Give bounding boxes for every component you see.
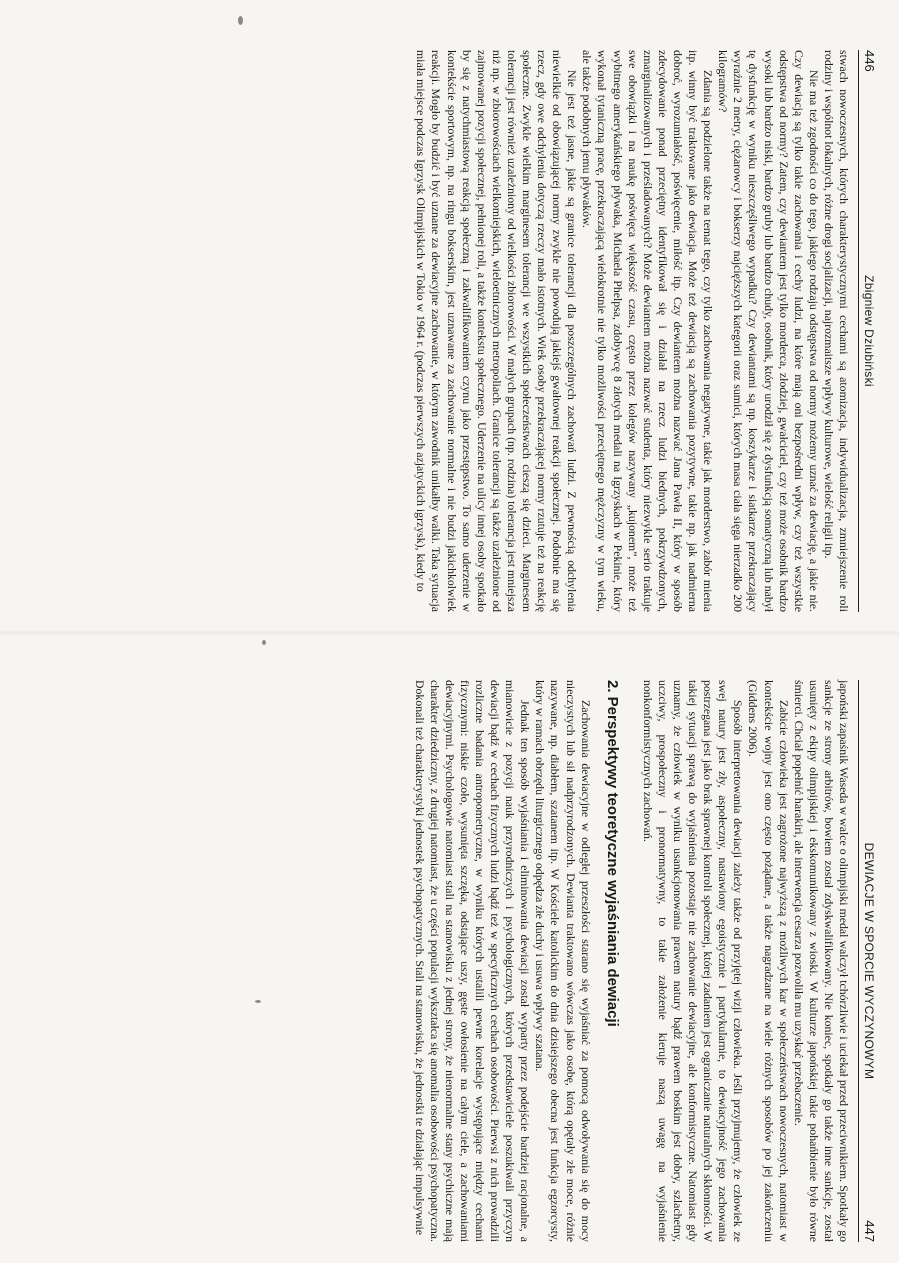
right-paragraph: Zachowania dewiacyjne w odległej przeszłości starano się wyjaśniać za pomocą odwoływania się do mocy nieczystych lub sił nadprzyrodzonych. Dewianta traktowano wówczas jako osobę, którą opętały złe moce, różnie nazywane, np. diabłem, szatanem itp. W Kościele katolickim do dnia dzisiejszego obecna jest funkcja egzorcysty, który w ramach obrzędu liturgicznego odpędza złe duchy i usuwa wpływy szatana. [533, 680, 593, 1242]
left-running-head: Zbigniew Dziubiński [862, 275, 876, 387]
left-paragraph: Nie ma też zgodności co do tego, jakiego rodzaju odstępstwa od normy możemy uznać za dewiację, a jakie nie. Czy dewiacją są tylko takie zachowania i cechy ludzi, na które mają oni bezpośredni wpływ, czy też wszystkie odstępstwa od normy? Zatem, czy dewiantem jest tylko morderca, złodziej, gwałciciel, czy też może osobnik bardzo wysoki lub bardzo niski, bardzo gruby lub bardzo chudy, osobnik, który urodził się z dysfunkcją somatyczną lub nabył tę dysfunkcję w wyniku nieszczęśliwego wypadku? Czy dewiantami są np. koszykarze i siatkarze przekraczający wyraźnie 2 metry, ciężarowcy i bokserzy najcięższych kategorii oraz sumici, których masa ciała sięga nierzadko 200 kilogramów? [716, 50, 821, 612]
left-paragraph: Nie jest też jasne, jakie są granice tolerancji dla poszczególnych zachowań ludzi. Z pewnością odchylenia niewielkie od obowiązującej normy zwykle nie powodują jakiejś gwałtownej reakcji społecznej. Podobnie ma się rzecz, gdy owe odchylenia dotyczą rzeczy mało istotnych. Wiek osoby przekraczającej normy rzutuje też na reakcję społeczne. Zwykle wielkim marginesem tolerancji we wszystkich społeczeństwach cieszą się dzieci. Marginesem tolerancji jest również uzależniony od wielkości zbiorowości. W małych grupach (np. rodzina) tolerancja jest mniejsza niż np. w zbiorowościach wielkomiejskich, wieloetnicznych metropoliach. Granice tolerancji są także uzależnione od zajmowanej pozycji społecznej, pełnionej roli, a także kontekstu społecznego. Uderzenie na ulicy innej osoby spotkało by się z natychmiastową reakcją społeczną i zakwalifikowaniem czynu jako przestępstwo. To samo uderzenie w kontekście sportowym, np. na ringu bokserskim, jest uznawane za zachowanie normalne i nie budzi jakichkolwiek reakcji. Mogło by budzić i być uznane za dewiacyjne zachowanie, w którym zawodnik unikałby walki. Taka sytuacja miała miejsce podczas Igrzysk Olimpijskich w Tokio w 1964 r. (podczas pierwszych azjatyckich igrzysk), kiedy to [414, 50, 580, 612]
section-heading: 2. Perspektywy teoretyczne wyjaśniania dewiacji [603, 680, 621, 1027]
right-paragraph: Jednak ten sposób wyjaśniania i eliminowania dewiacji został wyparty przez podejście bardziej racjonalne, a mianowicie z pozycji nauk przyrodniczych i psychologicznych, których przedstawiciele poszukiwali przyczyn dewiacji bądź w cechach fizycznych ludzi bądź też w specyficznych cechach osobowości. Pierwsi z nich prowadzili rozliczne badania antropometryczne, w wyniku których ustalili pewne korelacje występujące między cechami fizycznymi: niskie czoło, wysunięta szczęka, odstające uszy, gęste owłosienie na całym ciele, a zachowaniami dewiacyjnymi. Psychologowie natomiast stali na stanowisku z jednej strony, że nienormalne stany psychiczne mają charakter dziedziczny, z drugiej natomiast, że u części populacji wykształca się anomalia osobowości psychopatyczna. Dokonali też charakterystyki jednostek psychopatycznych. Stali na stanowisku, że jednostki te działając impulsywnie [412, 680, 533, 1242]
left-paragraph: stwach nowoczesnych, których charakterystycznymi cechami są atomizacja, indywidualizacja, zmniejszenie roli rodziny i wspólnot lokalnych, różne drogi socjalizacji, najrozmaitsze wpływy kulturowe, wielość religii itp. [821, 50, 851, 612]
right-paragraph: japoński zapaśnik Waseda w walce o olimpijski medal walczył tchórzliwie i uciekał przed przeciwnikiem. Spotkały go sankcje ze strony arbitrów, bowiem został zdyskwalifikowany. Nie koniec, spotkały go także inne sankcje, został usunięty z ekipy olimpijskiej i ekskomunikowany z wioski. W kulturze japońskiej takie pohańbienie było równe śmierci. Chciał popełnić harakiri, ale interwencja cesarza pozwoliła mu uzyskać przebaczenie. [791, 680, 851, 1242]
right-paragraph: Zabicie człowieka jest zagrożone najwyższą z możliwych kar w społeczeństwach nowoczesnych, natomiast w kontekście wojny jest ono często pożądane, a także nagradzane na wiele różnych sposobów po jej zakończeniu (Giddens 2006). [746, 680, 791, 1242]
left-page-number: 446 [862, 50, 877, 72]
right-page-number: 447 [862, 1220, 877, 1242]
left-page-header [858, 50, 881, 612]
right-paragraph: Sposób interpretowania dewiacji zależy także od przyjętej wizji człowieka. Jeśli przyjmujemy, że człowiek ze swej natury jest zły, aspołeczny, nastawiony egoistycznie i partykularnie, to dewiacyjność jego zachowania postrzegana jest jako brak sprawnej kontroli społecznej, której zadaniem jest ograniczanie naturalnych skłonności. W takiej sytuacji sprawą do wyjaśnienia pozostaje nie zachowanie dewiacyjne, ale konformistyczne. Natomiast gdy uznamy, że człowiek w wyniku usankcjonowania prawem natury bądź prawem boskim jest dobry, szlachetny, uczciwy, prospołeczny i pronormatywny, to takie założenie kieruje naszą uwagę na wyjaśnienie nonkonformistycznych zachowań. [640, 680, 746, 1242]
scan-speck [262, 640, 266, 645]
right-page-body [412, 680, 851, 1242]
right-page [0, 640, 899, 1262]
left-paragraph: Zdania są podzielone także na temat tego, czy tylko zachowania negatywne, takie jak morderstwo, zabór mienia itp. winny być traktowane jako dewiacja. Może też dewiacją są zachowania pozytywne, takie np. jak nadmierna dobroć, wyrozumiałość, poświęcenie, miłość itp. Czy dewiantem można nazwać Jana Pawła II, który w sposób zdecydowanie ponad przeciętny identyfikował się i działał na rzecz ludzi biednych, pokrzywdzonych, zmarginalizowanych i prześladowanych? Może dewiantem można nazwać studenta, który niezwykle serio traktuje swe obowiązki i na naukę poświęca większość czasu, często przez kolegów nazywany „kujonem”, może też wybitnego amerykańskiego pływaka, Michaela Phelpsa, zdobywcę 8 złotych medali na Igrzyskach w Pekinie, który wykonał tytaniczną pracę, przekraczającą wielokrotnie nie tylko możliwości przeciętnego mężczyzny w tym wieku, ale także podobnych jemu pływaków. [580, 50, 716, 612]
left-page [0, 10, 899, 632]
scan-speck [238, 16, 243, 25]
right-running-head: DEWIACJE W SPORCIE WYCZYNOWYM [862, 842, 876, 1080]
scan-speck [255, 1000, 261, 1003]
left-page-body [413, 50, 851, 612]
right-page-header [858, 680, 881, 1242]
